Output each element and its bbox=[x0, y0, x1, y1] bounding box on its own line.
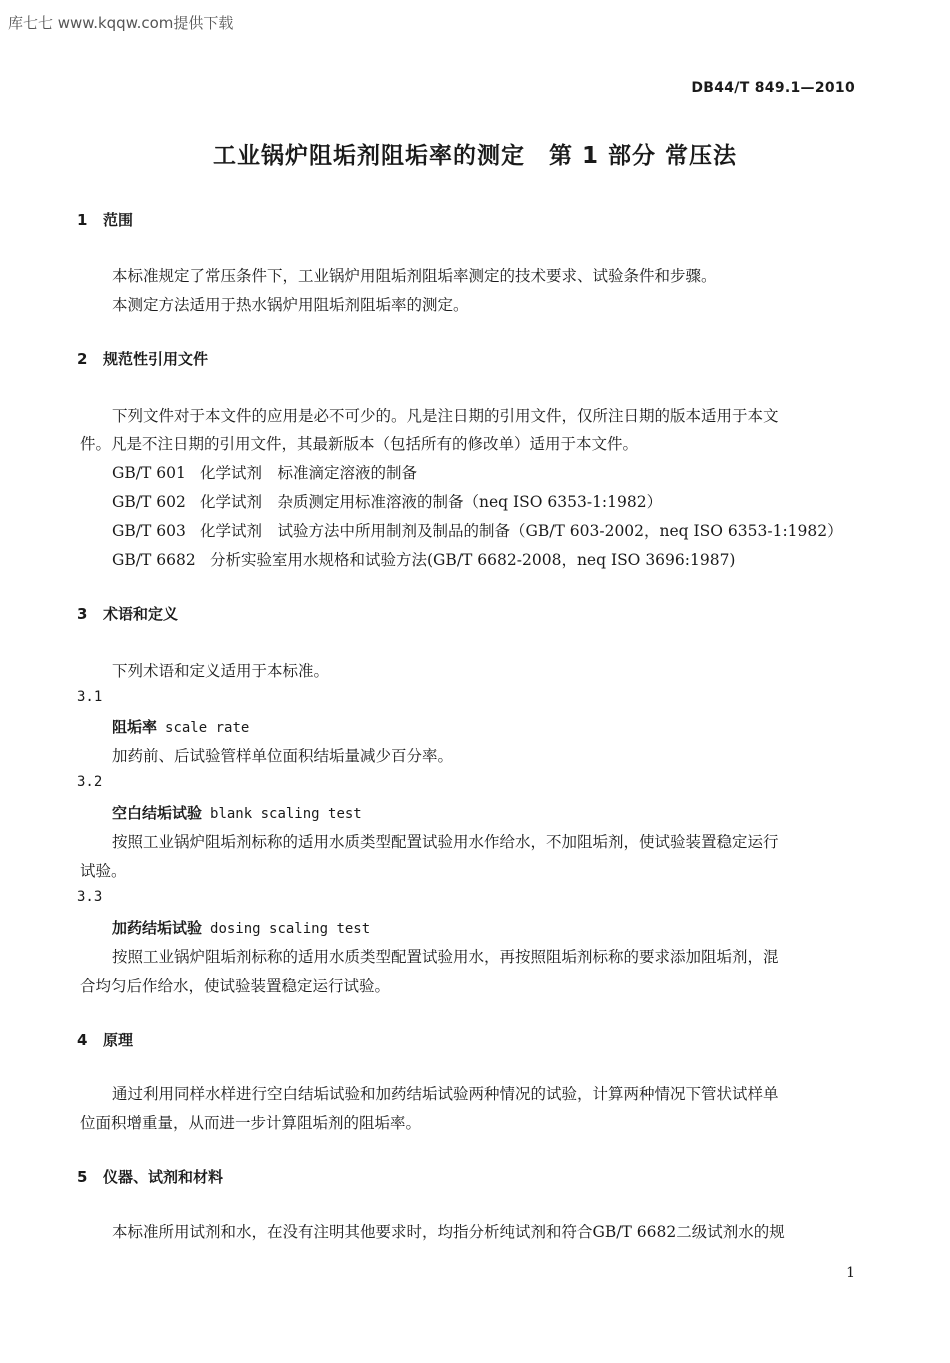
paragraph: 件。凡是不注日期的引用文件，其最新版本（包括所有的修改单）适用于本文件。 bbox=[80, 435, 639, 453]
term-definition-continued: 试验。 bbox=[80, 862, 127, 880]
page-title: 工业锅炉阻垢剂阻垢率的测定 第 1 部分 常压法 bbox=[212, 143, 738, 169]
reference-item bbox=[112, 548, 735, 570]
term-en: dosing scaling test bbox=[210, 921, 371, 937]
term-number: 3.1 bbox=[77, 689, 103, 705]
section-4-heading bbox=[77, 1029, 133, 1050]
reference-code: GB/T 603 bbox=[112, 522, 186, 540]
section-title: 规范性引用文件 bbox=[103, 350, 209, 368]
term-zh: 空白结垢试验 bbox=[112, 804, 203, 822]
paragraph: 下列术语和定义适用于本标准。 bbox=[112, 662, 330, 680]
reference-title: 分析实验室用水规格和试验方法(GB/T 6682-2008，neq ISO 3696:1987) bbox=[210, 551, 736, 569]
term-zh: 加药结垢试验 bbox=[112, 919, 203, 937]
reference-title: 化学试剂 标准滴定溶液的制备 bbox=[200, 464, 418, 482]
section-number: 3 bbox=[77, 605, 88, 623]
term-heading bbox=[112, 917, 370, 938]
section-2-heading bbox=[77, 348, 208, 369]
section-number: 1 bbox=[77, 211, 88, 229]
term-en: blank scaling test bbox=[210, 806, 362, 822]
reference-code: GB/T 601 bbox=[112, 464, 186, 482]
reference-item bbox=[112, 519, 843, 541]
reference-item bbox=[112, 461, 417, 483]
paragraph: 本标准规定了常压条件下，工业锅炉用阻垢剂阻垢率测定的技术要求、试验条件和步骤。 bbox=[112, 267, 717, 285]
term-definition: 加药前、后试验管样单位面积结垢量减少百分率。 bbox=[112, 747, 454, 765]
page-number: 1 bbox=[846, 1265, 855, 1281]
reference-title: 化学试剂 杂质测定用标准溶液的制备（neq ISO 6353-1:1982） bbox=[200, 493, 663, 511]
section-1-heading bbox=[77, 209, 133, 230]
paragraph: 下列文件对于本文件的应用是必不可少的。凡是注日期的引用文件，仅所注日期的版本适用于本文 bbox=[112, 407, 779, 425]
section-3-heading bbox=[77, 603, 178, 624]
term-definition-continued: 合均匀后作给水，使试验装置稳定运行试验。 bbox=[80, 977, 391, 995]
term-number: 3.2 bbox=[77, 774, 103, 790]
document-number: DB44/T 849.1—2010 bbox=[691, 80, 855, 96]
section-number: 2 bbox=[77, 350, 88, 368]
reference-title: 化学试剂 试验方法中所用制剂及制品的制备（GB/T 603-2002，neq ISO 6353-1:1982） bbox=[200, 522, 843, 540]
section-5-heading bbox=[77, 1166, 223, 1187]
term-heading bbox=[112, 716, 249, 737]
section-title: 范围 bbox=[103, 211, 134, 229]
reference-item bbox=[112, 490, 662, 512]
paragraph: 本测定方法适用于热水锅炉用阻垢剂阻垢率的测定。 bbox=[112, 296, 469, 314]
section-number: 5 bbox=[77, 1168, 88, 1186]
term-definition: 按照工业锅炉阻垢剂标称的适用水质类型配置试验用水作给水，不加阻垢剂，使试验装置稳定运行 bbox=[112, 833, 779, 851]
paragraph: 本标准所用试剂和水，在没有注明其他要求时，均指分析纯试剂和符合GB/T 6682二级试剂水的规 bbox=[112, 1223, 785, 1241]
paragraph: 位面积增重量，从而进一步计算阻垢剂的阻垢率。 bbox=[80, 1114, 422, 1132]
section-title: 术语和定义 bbox=[103, 605, 179, 623]
reference-code: GB/T 602 bbox=[112, 493, 186, 511]
section-number: 4 bbox=[77, 1031, 88, 1049]
reference-code: GB/T 6682 bbox=[112, 551, 196, 569]
term-heading bbox=[112, 802, 362, 823]
term-number: 3.3 bbox=[77, 889, 103, 905]
term-zh: 阻垢率 bbox=[112, 718, 158, 736]
watermark-text: 库七七 www.kqqw.com提供下载 bbox=[8, 14, 234, 32]
section-title: 原理 bbox=[103, 1031, 134, 1049]
paragraph: 通过利用同样水样进行空白结垢试验和加药结垢试验两种情况的试验，计算两种情况下管状试样单 bbox=[112, 1085, 779, 1103]
term-definition: 按照工业锅炉阻垢剂标称的适用水质类型配置试验用水，再按照阻垢剂标称的要求添加阻垢剂，混 bbox=[112, 948, 779, 966]
term-en: scale rate bbox=[165, 720, 250, 736]
section-title: 仪器、试剂和材料 bbox=[103, 1168, 224, 1186]
